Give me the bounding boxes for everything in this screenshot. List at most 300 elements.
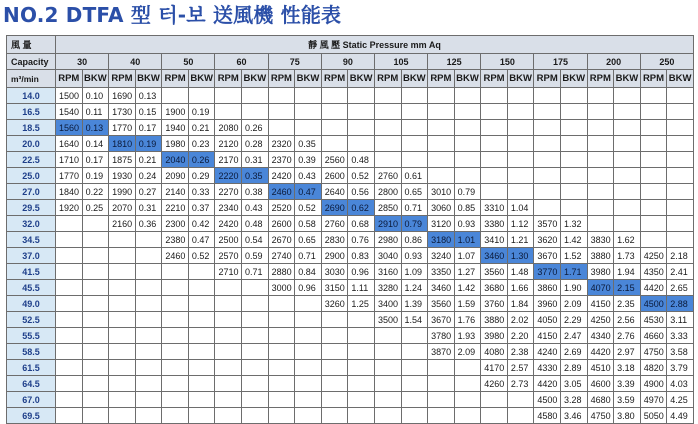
- rpm-cell: 3010: [428, 184, 455, 200]
- rpm-cell: [56, 264, 83, 280]
- bkw-cell: 0.17: [135, 120, 162, 136]
- bkw-cell: [401, 136, 428, 152]
- rpm-cell: 3150: [321, 280, 348, 296]
- bkw-cell: [295, 104, 322, 120]
- bkw-cell: 2.97: [614, 344, 641, 360]
- bkw-cell: 1.76: [454, 312, 481, 328]
- bkw-cell: 0.71: [401, 200, 428, 216]
- bkw-cell: 1.01: [454, 232, 481, 248]
- rpm-cell: 4240: [534, 344, 561, 360]
- bkw-cell: 0.13: [82, 120, 109, 136]
- bkw-cell: [614, 88, 641, 104]
- table-row: [7, 296, 694, 312]
- rpm-cell: [109, 248, 136, 264]
- rpm-cell: 2710: [215, 264, 242, 280]
- table-row: [7, 328, 694, 344]
- rpm-cell: 1980: [162, 136, 189, 152]
- bkw-cell: [560, 104, 587, 120]
- bkw-cell: 0.10: [82, 88, 109, 104]
- bkw-cell: [348, 328, 375, 344]
- bkw-cell: 0.71: [242, 264, 269, 280]
- rpm-cell: [215, 328, 242, 344]
- bkw-cell: 0.36: [135, 216, 162, 232]
- bkw-cell: [560, 152, 587, 168]
- bkw-cell: [454, 408, 481, 424]
- bkw-cell: [135, 280, 162, 296]
- rpm-cell: 2040: [162, 152, 189, 168]
- capacity-cell: 32.0: [7, 216, 56, 232]
- bkw-cell: 2.29: [560, 312, 587, 328]
- rpm-cell: [162, 296, 189, 312]
- bkw-cell: [348, 392, 375, 408]
- rpm-cell: [321, 120, 348, 136]
- bkw-cell: [454, 392, 481, 408]
- bkw-cell: 1.27: [454, 264, 481, 280]
- bkw-cell: 3.58: [667, 344, 694, 360]
- bkw-cell: 2.89: [560, 360, 587, 376]
- pressure-header: 150: [481, 54, 534, 70]
- bkw-cell: 2.73: [507, 376, 534, 392]
- rpm-cell: [428, 88, 455, 104]
- capacity-cell: 45.5: [7, 280, 56, 296]
- bkw-cell: 2.15: [614, 280, 641, 296]
- rpm-cell: 3400: [374, 296, 401, 312]
- rpm-cell: [481, 152, 508, 168]
- bkw-cell: 0.84: [295, 264, 322, 280]
- pressure-header: 200: [587, 54, 640, 70]
- bkw-header: BKW: [560, 70, 587, 88]
- rpm-header: RPM: [56, 70, 83, 88]
- capacity-label-top: 風 量: [7, 36, 56, 54]
- header-row-pressure-label: [7, 36, 694, 54]
- bkw-cell: 0.52: [348, 168, 375, 184]
- bkw-cell: 2.88: [667, 296, 694, 312]
- rpm-cell: 2760: [374, 168, 401, 184]
- bkw-cell: [242, 392, 269, 408]
- pressure-header: 75: [268, 54, 321, 70]
- bkw-cell: 0.47: [295, 184, 322, 200]
- rpm-cell: [640, 88, 667, 104]
- bkw-cell: 0.86: [401, 232, 428, 248]
- bkw-cell: [401, 344, 428, 360]
- bkw-cell: 1.42: [560, 232, 587, 248]
- bkw-cell: [667, 104, 694, 120]
- rpm-cell: 1730: [109, 104, 136, 120]
- bkw-cell: [295, 120, 322, 136]
- rpm-cell: 2600: [321, 168, 348, 184]
- rpm-cell: 3870: [428, 344, 455, 360]
- bkw-cell: 0.13: [135, 88, 162, 104]
- capacity-cell: 67.0: [7, 392, 56, 408]
- rpm-cell: 4900: [640, 376, 667, 392]
- bkw-cell: 0.26: [188, 152, 215, 168]
- rpm-cell: [428, 408, 455, 424]
- rpm-cell: [640, 200, 667, 216]
- rpm-cell: [109, 360, 136, 376]
- rpm-cell: 2460: [162, 248, 189, 264]
- rpm-cell: 2460: [268, 184, 295, 200]
- pressure-header: 175: [534, 54, 587, 70]
- rpm-cell: 4750: [587, 408, 614, 424]
- rpm-cell: 4170: [481, 360, 508, 376]
- rpm-cell: 2640: [321, 184, 348, 200]
- table-row: [7, 232, 694, 248]
- bkw-cell: 1.52: [560, 248, 587, 264]
- bkw-cell: [454, 376, 481, 392]
- bkw-cell: [614, 216, 641, 232]
- bkw-cell: [614, 200, 641, 216]
- rpm-cell: [481, 104, 508, 120]
- bkw-cell: 2.35: [614, 296, 641, 312]
- rpm-cell: 3350: [428, 264, 455, 280]
- bkw-cell: [667, 120, 694, 136]
- bkw-cell: [82, 392, 109, 408]
- rpm-cell: [428, 392, 455, 408]
- capacity-cell: 49.0: [7, 296, 56, 312]
- table-row: [7, 216, 694, 232]
- rpm-cell: 4420: [534, 376, 561, 392]
- rpm-cell: [56, 232, 83, 248]
- rpm-cell: 2210: [162, 200, 189, 216]
- rpm-cell: 4510: [587, 360, 614, 376]
- bkw-cell: 1.54: [401, 312, 428, 328]
- rpm-header: RPM: [109, 70, 136, 88]
- rpm-cell: [374, 120, 401, 136]
- rpm-cell: [162, 280, 189, 296]
- bkw-cell: [667, 232, 694, 248]
- rpm-cell: 2300: [162, 216, 189, 232]
- rpm-cell: [56, 248, 83, 264]
- rpm-cell: 3500: [374, 312, 401, 328]
- bkw-cell: [507, 184, 534, 200]
- bkw-cell: [82, 296, 109, 312]
- bkw-cell: 0.39: [295, 152, 322, 168]
- bkw-cell: [667, 152, 694, 168]
- rpm-cell: [640, 104, 667, 120]
- bkw-cell: 0.35: [295, 136, 322, 152]
- rpm-cell: 4350: [640, 264, 667, 280]
- bkw-cell: [82, 360, 109, 376]
- rpm-cell: 4150: [534, 328, 561, 344]
- bkw-header: BKW: [667, 70, 694, 88]
- bkw-cell: [135, 408, 162, 424]
- rpm-cell: [428, 360, 455, 376]
- bkw-cell: 3.18: [614, 360, 641, 376]
- bkw-cell: [667, 168, 694, 184]
- bkw-header: BKW: [348, 70, 375, 88]
- bkw-cell: [348, 376, 375, 392]
- bkw-cell: [348, 136, 375, 152]
- rpm-cell: 1930: [109, 168, 136, 184]
- bkw-cell: [454, 104, 481, 120]
- rpm-cell: [428, 104, 455, 120]
- bkw-cell: 0.14: [82, 136, 109, 152]
- rpm-cell: [268, 360, 295, 376]
- rpm-cell: [321, 312, 348, 328]
- bkw-cell: [242, 280, 269, 296]
- bkw-cell: 0.37: [188, 200, 215, 216]
- rpm-cell: 1770: [56, 168, 83, 184]
- bkw-cell: [242, 296, 269, 312]
- rpm-cell: 3410: [481, 232, 508, 248]
- bkw-cell: 2.18: [667, 248, 694, 264]
- rpm-cell: [162, 376, 189, 392]
- rpm-cell: [428, 120, 455, 136]
- rpm-cell: [109, 232, 136, 248]
- bkw-cell: 1.11: [348, 280, 375, 296]
- rpm-cell: 3310: [481, 200, 508, 216]
- rpm-cell: [640, 184, 667, 200]
- bkw-cell: 0.59: [242, 248, 269, 264]
- bkw-cell: 1.48: [507, 264, 534, 280]
- rpm-cell: 2220: [215, 168, 242, 184]
- rpm-cell: [428, 168, 455, 184]
- bkw-cell: [507, 392, 534, 408]
- bkw-cell: [188, 312, 215, 328]
- bkw-header: BKW: [82, 70, 109, 88]
- bkw-cell: 1.94: [614, 264, 641, 280]
- bkw-cell: [82, 376, 109, 392]
- bkw-cell: [507, 152, 534, 168]
- rpm-header: RPM: [162, 70, 189, 88]
- rpm-cell: [56, 216, 83, 232]
- rpm-cell: [215, 104, 242, 120]
- bkw-cell: [135, 232, 162, 248]
- bkw-cell: 1.71: [560, 264, 587, 280]
- rpm-cell: 1640: [56, 136, 83, 152]
- rpm-cell: [587, 216, 614, 232]
- bkw-cell: [242, 88, 269, 104]
- bkw-cell: 1.09: [401, 264, 428, 280]
- bkw-cell: 0.23: [188, 136, 215, 152]
- rpm-cell: [321, 104, 348, 120]
- table-row: [7, 136, 694, 152]
- bkw-cell: [242, 312, 269, 328]
- bkw-cell: [82, 408, 109, 424]
- rpm-cell: [374, 392, 401, 408]
- bkw-cell: [82, 232, 109, 248]
- rpm-cell: 4530: [640, 312, 667, 328]
- capacity-cell: 14.0: [7, 88, 56, 104]
- static-pressure-label: 靜 風 壓 Static Pressure mm Aq: [56, 36, 694, 54]
- bkw-cell: [295, 328, 322, 344]
- bkw-cell: [507, 104, 534, 120]
- rpm-cell: 2370: [268, 152, 295, 168]
- bkw-cell: [82, 328, 109, 344]
- rpm-cell: 3980: [587, 264, 614, 280]
- bkw-cell: [82, 344, 109, 360]
- rpm-cell: 3670: [428, 312, 455, 328]
- rpm-cell: [428, 376, 455, 392]
- pressure-header: 105: [374, 54, 427, 70]
- rpm-cell: 3880: [587, 248, 614, 264]
- bkw-cell: 0.21: [188, 120, 215, 136]
- bkw-cell: [614, 168, 641, 184]
- bkw-cell: 2.09: [560, 296, 587, 312]
- rpm-cell: [56, 408, 83, 424]
- bkw-cell: [82, 280, 109, 296]
- bkw-cell: [667, 136, 694, 152]
- bkw-cell: 0.65: [401, 184, 428, 200]
- rpm-cell: [534, 200, 561, 216]
- bkw-cell: 0.52: [295, 200, 322, 216]
- bkw-cell: 1.04: [507, 200, 534, 216]
- rpm-cell: [640, 152, 667, 168]
- bkw-cell: 0.11: [82, 104, 109, 120]
- rpm-cell: 1810: [109, 136, 136, 152]
- rpm-cell: [481, 392, 508, 408]
- rpm-cell: [587, 120, 614, 136]
- bkw-cell: 3.05: [560, 376, 587, 392]
- rpm-cell: 1690: [109, 88, 136, 104]
- rpm-cell: [321, 328, 348, 344]
- rpm-cell: 2850: [374, 200, 401, 216]
- bkw-cell: [242, 376, 269, 392]
- pressure-header: 250: [640, 54, 693, 70]
- bkw-cell: 0.35: [242, 168, 269, 184]
- bkw-cell: [135, 360, 162, 376]
- rpm-cell: [481, 136, 508, 152]
- rpm-cell: [534, 88, 561, 104]
- rpm-cell: 4050: [534, 312, 561, 328]
- bkw-cell: 0.48: [242, 216, 269, 232]
- bkw-cell: [614, 136, 641, 152]
- bkw-cell: [242, 344, 269, 360]
- bkw-cell: [560, 184, 587, 200]
- rpm-cell: 3260: [321, 296, 348, 312]
- rpm-cell: [109, 264, 136, 280]
- rpm-cell: [162, 408, 189, 424]
- capacity-cell: 64.5: [7, 376, 56, 392]
- bkw-cell: 4.03: [667, 376, 694, 392]
- rpm-cell: 2420: [215, 216, 242, 232]
- rpm-header: RPM: [534, 70, 561, 88]
- bkw-cell: 0.65: [295, 232, 322, 248]
- rpm-cell: [640, 168, 667, 184]
- capacity-cell: 16.5: [7, 104, 56, 120]
- bkw-cell: [507, 88, 534, 104]
- rpm-cell: [56, 280, 83, 296]
- table-row: [7, 312, 694, 328]
- rpm-cell: [268, 344, 295, 360]
- rpm-cell: [109, 376, 136, 392]
- bkw-cell: 1.73: [614, 248, 641, 264]
- rpm-cell: 1560: [56, 120, 83, 136]
- rpm-cell: 3680: [481, 280, 508, 296]
- bkw-cell: 0.54: [242, 232, 269, 248]
- bkw-header: BKW: [614, 70, 641, 88]
- rpm-cell: [374, 376, 401, 392]
- bkw-cell: [507, 408, 534, 424]
- bkw-cell: 3.11: [667, 312, 694, 328]
- capacity-cell: 52.5: [7, 312, 56, 328]
- rpm-cell: 3780: [428, 328, 455, 344]
- rpm-cell: 4660: [640, 328, 667, 344]
- bkw-cell: 2.69: [560, 344, 587, 360]
- bkw-cell: 1.32: [560, 216, 587, 232]
- rpm-cell: 3880: [481, 312, 508, 328]
- bkw-header: BKW: [188, 70, 215, 88]
- rpm-cell: [162, 312, 189, 328]
- rpm-cell: [162, 88, 189, 104]
- capacity-cell: 69.5: [7, 408, 56, 424]
- bkw-cell: [401, 104, 428, 120]
- table-row: [7, 104, 694, 120]
- capacity-cell: 20.0: [7, 136, 56, 152]
- rpm-header: RPM: [587, 70, 614, 88]
- rpm-cell: 2520: [268, 200, 295, 216]
- rpm-cell: [56, 296, 83, 312]
- capacity-cell: 58.5: [7, 344, 56, 360]
- bkw-cell: 0.79: [454, 184, 481, 200]
- rpm-cell: [481, 408, 508, 424]
- bkw-cell: [507, 120, 534, 136]
- bkw-cell: [188, 328, 215, 344]
- bkw-cell: [401, 392, 428, 408]
- bkw-cell: [401, 120, 428, 136]
- bkw-cell: 0.79: [401, 216, 428, 232]
- rpm-header: RPM: [640, 70, 667, 88]
- bkw-cell: [560, 200, 587, 216]
- rpm-cell: [215, 344, 242, 360]
- rpm-cell: 2760: [321, 216, 348, 232]
- bkw-cell: [401, 360, 428, 376]
- rpm-cell: 3000: [268, 280, 295, 296]
- rpm-cell: [215, 312, 242, 328]
- bkw-cell: [454, 152, 481, 168]
- bkw-cell: [295, 312, 322, 328]
- bkw-cell: [401, 152, 428, 168]
- pressure-header: 90: [321, 54, 374, 70]
- rpm-cell: [215, 408, 242, 424]
- rpm-cell: 2500: [215, 232, 242, 248]
- bkw-cell: [667, 200, 694, 216]
- bkw-cell: 0.17: [82, 152, 109, 168]
- rpm-cell: 2570: [215, 248, 242, 264]
- bkw-cell: 0.19: [188, 104, 215, 120]
- rpm-cell: [109, 408, 136, 424]
- bkw-cell: 0.24: [135, 168, 162, 184]
- bkw-cell: 3.79: [667, 360, 694, 376]
- bkw-cell: 0.22: [82, 184, 109, 200]
- rpm-cell: 2320: [268, 136, 295, 152]
- bkw-cell: [348, 104, 375, 120]
- rpm-cell: 4250: [640, 248, 667, 264]
- rpm-cell: [534, 152, 561, 168]
- bkw-cell: [135, 296, 162, 312]
- rpm-cell: 2140: [162, 184, 189, 200]
- bkw-cell: [82, 216, 109, 232]
- table-row: [7, 280, 694, 296]
- rpm-cell: [109, 328, 136, 344]
- rpm-cell: 4580: [534, 408, 561, 424]
- rpm-cell: [268, 328, 295, 344]
- rpm-cell: 2740: [268, 248, 295, 264]
- rpm-cell: 3570: [534, 216, 561, 232]
- rpm-cell: [321, 408, 348, 424]
- bkw-cell: 1.12: [507, 216, 534, 232]
- rpm-cell: [321, 360, 348, 376]
- bkw-cell: 4.25: [667, 392, 694, 408]
- bkw-cell: 0.38: [242, 184, 269, 200]
- pressure-header: 30: [56, 54, 109, 70]
- table-row: [7, 376, 694, 392]
- rpm-cell: 4750: [640, 344, 667, 360]
- capacity-cell: 41.5: [7, 264, 56, 280]
- rpm-cell: 4500: [640, 296, 667, 312]
- bkw-cell: [242, 328, 269, 344]
- bkw-header: BKW: [242, 70, 269, 88]
